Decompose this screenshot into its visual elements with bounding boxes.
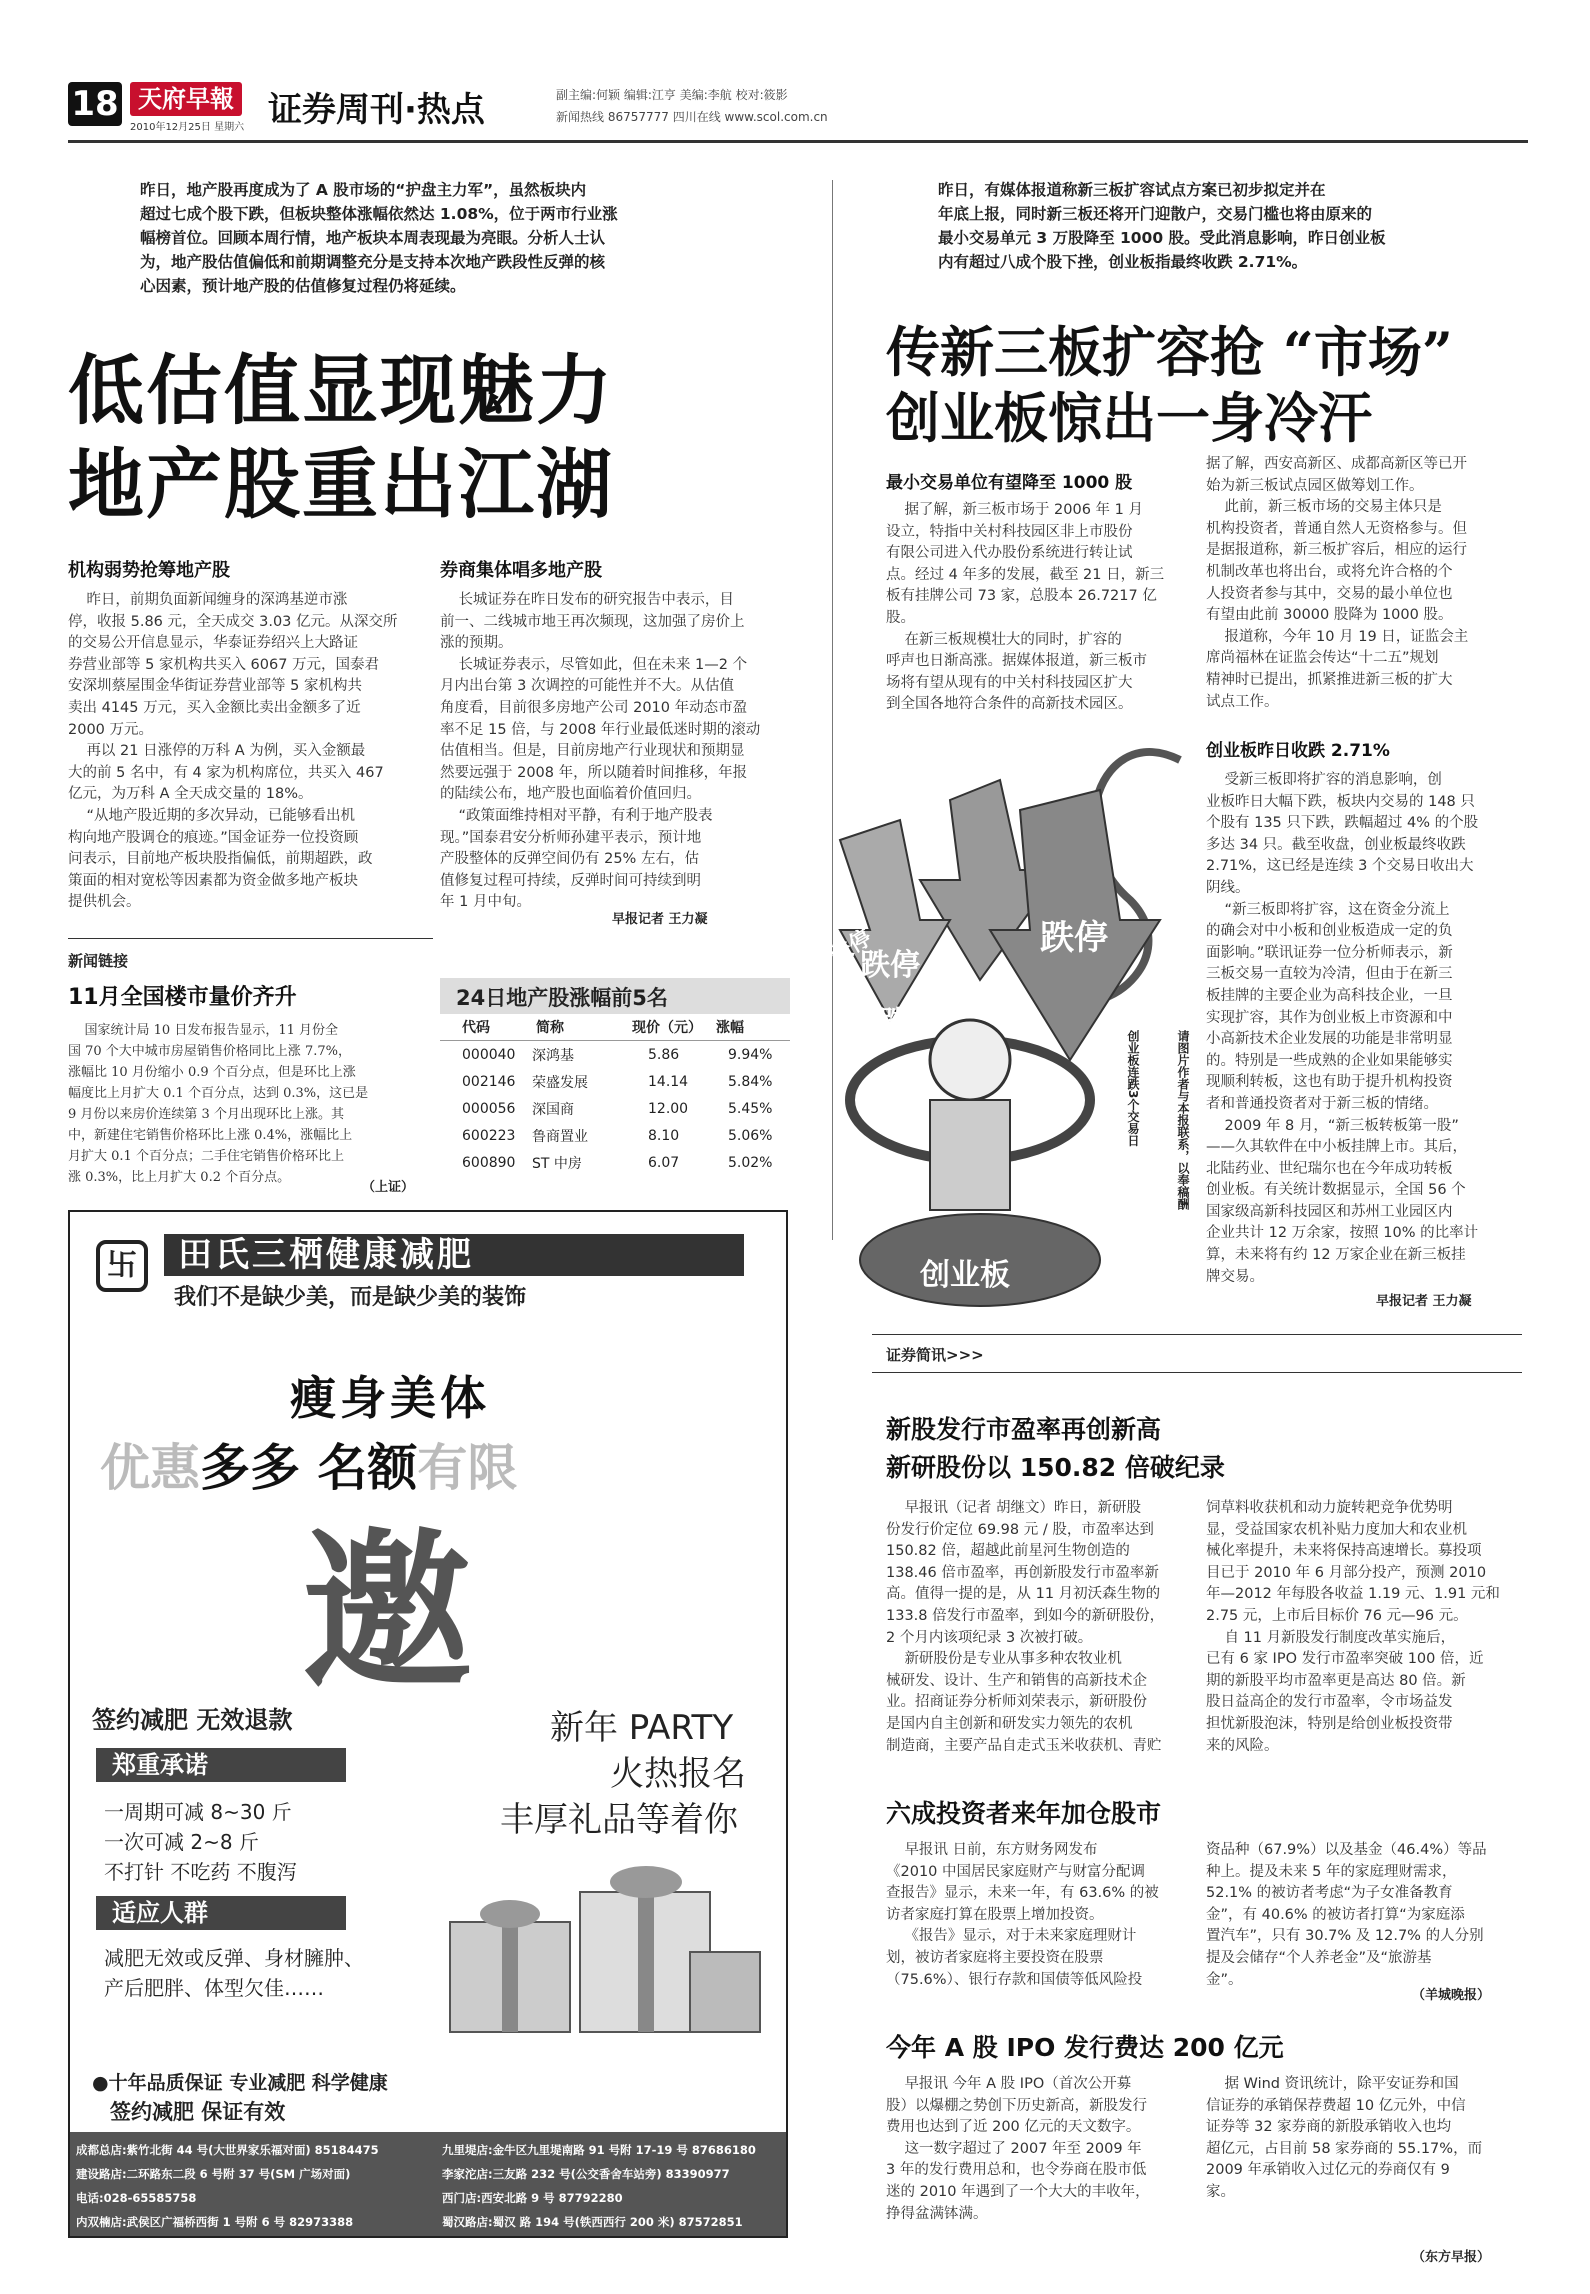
cartoon-label-b: 跌停 bbox=[860, 948, 920, 983]
left-body-2: 长城证券在昨日发布的研究报告中表示，目 前一、二线城市地王再次频现，这加强了房价上 涨的预期。 长城证券表示，尽管如此，但在未来 1—2 个 月内出台第 3 次调控的可能性并不大。从估值 角度看，目前很多房地产公司 2010 年动态市盈 率不足 15 倍，与 2008 年行业最低迷时期的滚动 估值相当。但是，目前房地产行业现状和预期显 然要远强于 2008 年，所以随着时间推移，年报 的陆续公布，地产股也面临着价值回归。 “政策面维持相对平静，有利于地产股表 现。”国泰君安分析师孙建平表示，预计地 产股整体的反弹空间仍有 25% 左右，估 值修复过程可持续，反弹时间可持续到明 年 1 月中旬。 bbox=[440, 592, 761, 911]
addr-line: 西门店:西安北路 9 号 87792280 bbox=[442, 2191, 623, 2205]
news-link-title: 11月全国楼市量价齐升 bbox=[68, 985, 297, 1010]
cell-name: 深鸿基 bbox=[532, 1047, 574, 1064]
table-row bbox=[440, 1041, 790, 1068]
th-price: 现价（元） bbox=[632, 1020, 702, 1036]
right-headline-1: 传新三板扩容抢 “市场” bbox=[886, 320, 1453, 384]
ad-crowd-title: 适应人群 bbox=[96, 1896, 346, 1930]
cell-price: 14.14 bbox=[648, 1073, 689, 1090]
header-rule bbox=[68, 140, 1528, 143]
gift-boxes-image bbox=[430, 1852, 770, 2042]
ad-logo: 卐 bbox=[96, 1240, 148, 1292]
addr-line: 内双楠店:武侯区广福桥西街 1 号附 6 号 82973388 bbox=[76, 2215, 354, 2229]
ad-big-char: 邀 bbox=[302, 1512, 473, 1712]
addr-line: 李家沱店:三友路 232 号(公交香舍车站旁) 83390977 bbox=[442, 2167, 730, 2181]
news2-body-left: 早报讯 日前，东方财务网发布 《2010 中国居民家庭财产与财富分配调 查报告》显示，未来一年，有 63.6% 的被 访者家庭打算在股票上增加投资。 《报告》显示，对于未来家庭理财计 划，被访者家庭将主要投资在股票 （75.6%）、银行存款和国债等低风险投 bbox=[886, 1842, 1159, 1988]
news3-body-left: 早报讯 今年 A 股 IPO（首次公开募 股）以爆棚之势创下历史新高，新股发行 费用也达到了近 200 亿元的天文数字。 这一数字超过了 2007 年至 2009 年 3 年的发行费用总和，也令券商在股市低 迷的 2010 年遇到了一个大大的丰收年， 挣得盆满钵满。 bbox=[886, 2076, 1150, 2222]
ad-line2-d: 有限 bbox=[417, 1439, 518, 1497]
table-row bbox=[440, 1122, 790, 1149]
left-sub-1: 机构弱势抢筹地产股 bbox=[68, 560, 230, 581]
ad-promise-2: 一次可减 2~8 斤 bbox=[104, 1830, 259, 1854]
cell-change: 5.06% bbox=[728, 1127, 773, 1144]
cell-change: 5.02% bbox=[728, 1154, 773, 1171]
gainers-table bbox=[440, 978, 790, 1176]
table-row bbox=[440, 1095, 790, 1122]
ad-crowd-1: 减肥无效或反弹、身材臃肿、 bbox=[104, 1946, 364, 1970]
right-sub-2: 创业板昨日收跌 2.71% bbox=[1206, 741, 1390, 761]
page-number: 18 bbox=[68, 82, 122, 126]
cell-change: 9.94% bbox=[728, 1046, 773, 1063]
news3-source: （东方早报） bbox=[1412, 2250, 1491, 2265]
ad-line2-b: 多多 bbox=[200, 1439, 300, 1497]
left-byline: 早报记者 王力凝 bbox=[612, 912, 708, 927]
issue-date: 2010年12月25日 星期六 bbox=[130, 122, 245, 133]
cell-code: 600223 bbox=[462, 1127, 516, 1144]
news2-body-right: 资品种（67.9%）以及基金（46.4%）等品 种上。提及未来 5 年的家庭理财需求， 52.1% 的被访者考虑“为子女准备教育 金”，有 40.6% 的被访者打算“为家庭添 置汽车”，只有 30.7% 及 12.7% 的人分别 提及会储存“个人养老金”及“旅游基 金”。 bbox=[1206, 1842, 1487, 1988]
news1-body-right: 饲草料收获机和动力旋转耙竞争优势明 显，受益国家农机补贴力度加大和农业机 械化率提升，未来将保持高速增长。募投项 目已于 2010 年 6 月部分投产，预测 2010 年—2012 年每股各收益 1.19 元、1.91 元和 2.75 元，上市后目标价 76 元—96 元。 自 11 月新股发行制度改革实施后， 已有 6 家 IPO 发行市盈率突破 100 倍，近 期的新股平均市盈率更是高达 80 倍。新 股日益高企的发行市盈率，令市场益发 担忧新股泡沫，特别是给创业板投资带 来的风险。 bbox=[1206, 1500, 1500, 1754]
ad-line2-c: 名额 bbox=[317, 1439, 418, 1497]
table-row bbox=[440, 1068, 790, 1095]
ad-promise-3: 不打针 不吃药 不腹泻 bbox=[104, 1860, 297, 1884]
addr-line: 电话:028-65585758 bbox=[76, 2191, 197, 2205]
cell-name: 深国商 bbox=[532, 1101, 574, 1118]
ad-line2 bbox=[100, 1428, 517, 1500]
brief-rule bbox=[872, 1334, 1522, 1335]
cell-name: 鲁商置业 bbox=[532, 1128, 588, 1145]
cell-change: 5.84% bbox=[728, 1073, 773, 1090]
cell-code: 600890 bbox=[462, 1154, 516, 1171]
left-sub-2: 券商集体唱多地产股 bbox=[440, 560, 602, 581]
right-headline-2: 创业板惊出一身冷汗 bbox=[886, 386, 1372, 450]
news1-title-2: 新研股份以 150.82 倍破纪录 bbox=[886, 1453, 1225, 1482]
hotline-line: 新闻热线 86757777 四川在线 www.scol.com.cn bbox=[556, 110, 828, 124]
news3-title: 今年 A 股 IPO 发行费达 200 亿元 bbox=[886, 2033, 1284, 2062]
cell-code: 002146 bbox=[462, 1073, 516, 1090]
addr-line: 九里堤店:金牛区九里堤南路 91 号附 17-19 号 87686180 bbox=[442, 2143, 756, 2157]
ad-contract-2: 签约减肥 保证有效 bbox=[110, 2100, 286, 2124]
ad-contract: 签约减肥 无效退款 bbox=[92, 1706, 293, 1734]
ad-promise-1: 一周期可减 8~30 斤 bbox=[104, 1800, 292, 1824]
ad-address-bar bbox=[70, 2132, 786, 2238]
ad-slogan: 我们不是缺少美，而是缺少美的装饰 bbox=[174, 1285, 527, 1310]
news2-title: 六成投资者来年加仓股市 bbox=[886, 1799, 1162, 1828]
news-link-source: （上证） bbox=[362, 1180, 415, 1195]
ad-party-2: 火热报名 bbox=[610, 1754, 746, 1794]
left-body-1: 昨日，前期负面新闻缠身的深鸿基逆市涨 停，收报 5.86 元，全天成交 3.03 亿元。从深交所 的交易公开信息显示，华泰证券绍兴上大路证 券营业部等 5 家机构共买入 6067 万元，国泰君 安深圳蔡屋围金华街证券营业部等 5 家机构共 卖出 4145 万元，买入金额比卖出金额多了近 2000 万元。 再以 21 日涨停的万科 A 为例，买入金额最 大的前 5 名中，有 4 家为机构席位，共买入 467 亿元，为万科 A 全天成交量的 18%。 “从地产股近期的多次异动，已能够看出机 构向地产股调仓的痕迹。”国金证券一位投资顾 问表示，目前地产板块股指偏低，前期超跌，政 策面的相对宽松等因素都为资金做多地产板块 提供机会。 bbox=[68, 592, 398, 911]
left-headline-2: 地产股重出江湖 bbox=[68, 440, 614, 529]
cartoon-illustration bbox=[800, 720, 1200, 1320]
right-lead: 昨日，有媒体报道称新三板扩容试点方案已初步拟定并在 年底上报，同时新三板还将开门迎散户，交易门槛也将由原来的 最小交易单元 3 万股降至 1000 股。受此消息影响，昨日创业板 内有超过八成个股下挫，创业板指最终收跌 2.71%。 bbox=[938, 181, 1386, 271]
right-byline: 早报记者 王力凝 bbox=[1376, 1294, 1472, 1309]
left-lead: 昨日，地产股再度成为了 A 股市场的“护盘主力军”，虽然板块内 超过七成个股下跌，但板块整体涨幅依然达 1.08%，位于两市行业涨 幅榜首位。回顾本周行情，地产板块本周表现最为亮眼。分析人士认 为，地产股估值偏低和前期调整充分是支持本次地产跌段性反弹的核 心因素，预计地产股的估值修复过程仍将延续。 bbox=[140, 181, 618, 295]
cell-price: 5.86 bbox=[648, 1046, 680, 1063]
addr-line: 建设路店:二环路东二段 6 号附 37 号(SM 广场对面) bbox=[76, 2167, 351, 2181]
addr-line: 成都总店:紫竹北街 44 号(大世界家乐福对面) 85184475 bbox=[76, 2143, 379, 2157]
cell-price: 12.00 bbox=[648, 1100, 689, 1117]
cartoon-label-c: 跌停 bbox=[880, 1006, 933, 1036]
addr-left bbox=[76, 2138, 436, 2234]
brief-rule-2 bbox=[872, 1372, 1522, 1373]
cell-change: 5.45% bbox=[728, 1100, 773, 1117]
masthead-logo: 天府早報 bbox=[130, 82, 242, 116]
table-header bbox=[440, 1014, 790, 1041]
cell-name: ST 中房 bbox=[532, 1155, 582, 1172]
cartoon-base-label: 创业板 bbox=[920, 1258, 1010, 1293]
left-headline-1: 低估值显现魅力 bbox=[68, 346, 614, 435]
ad-party-1: 新年 PARTY bbox=[550, 1708, 734, 1748]
news-link-body: 国家统计局 10 日发布报告显示，11 月份全 国 70 个大中城市房屋销售价格同比上涨 7.7%， 涨幅比 10 月份缩小 0.9 个百分点，但是环比上涨 幅度比上月扩大 0.1 个百分点，达到 0.3%，这已是 9 月份以来房价连续第 3 个月出现环比上涨。其 中，新建住宅销售价格环比上涨 0.4%，涨幅比上 月扩大 0.1 个百分点；二手住宅销售价格环比上 涨 0.3%，比上月扩大 0.2 个百分点。 bbox=[68, 1023, 369, 1185]
left-divider bbox=[68, 938, 433, 939]
ad-party-3: 丰厚礼品等着你 bbox=[500, 1800, 738, 1840]
cartoon-caption: 创业板连跌3个交易日 bbox=[1126, 1030, 1140, 1147]
news3-body-right: 据 Wind 资讯统计，除平安证券和国 信证券的承销保荐费超 10 亿元外，中信 证券等 32 家券商的新股承销收入也均 超亿元，占目前 58 家券商的 55.17%，而 2009 年承销收入过亿元的券商仅有 9 家。 bbox=[1206, 2076, 1483, 2200]
news2-source: （羊城晚报） bbox=[1412, 1988, 1491, 2003]
editors-line: 副主编:何颖 编辑:江亨 美编:李航 校对:筱影 bbox=[556, 88, 788, 102]
ad-brand: 田氏三栖健康减肥 bbox=[164, 1234, 744, 1276]
ad-crowd-2: 产后肥胖、体型欠佳…… bbox=[104, 1976, 324, 2000]
right-body-1: 据了解，新三板市场于 2006 年 1 月 设立，特指中关村科技园区非上市股份 有限公司进入代办股份系统进行转让试 点。经过 4 年多的发展，截至 21 日，新三 板有挂牌公司 73 家，总股本 26.7217 亿 股。 在新三板规模壮大的同时，扩容的 呼声也日渐高涨。据媒体报道，新三板市 场将有望从现有的中关村科技园区扩大 到全国各地符合条件的高新技术园区。 bbox=[886, 502, 1165, 713]
addr-right bbox=[442, 2138, 782, 2234]
news1-body-left: 早报讯（记者 胡继文）昨日，新研股 份发行价定位 69.98 元 / 股，市盈率达到 150.82 倍，超越此前星河生物创造的 138.46 倍市盈率，再创新股发行市盈率新 高。值得一提的是，从 11 月初沃森生物的 133.8 倍发行市盈率，到如今的新研股份， 2 个月内该项纪录 3 次被打破。 新研股份是专业从事多种农牧业机 械研发、设计、生产和销售的高新技术企 业。招商证券分析师刘荣表示，新研股份 是国内自主创新和研发实力领先的农机 制造商，主要产品自走式玉米收获机、青贮 bbox=[886, 1500, 1165, 1754]
right-body-3: 受新三板即将扩容的消息影响，创 业板昨日大幅下跌，板块内交易的 148 只 个股有 135 只下跌，跌幅超过 4% 的个股 多达 34 只。截至收盘，创业板最终收跌 2.71%，这已经是连续 3 个交易日收出大 阴线。 “新三板即将扩容，这在资金分流上 的确会对中小板和创业板造成一定的负 面影响。”联讯证券一位分析师表示，新 三板交易一直较为冷清，但由于在新三 板挂牌的主要企业为高科技企业，一旦 实现扩容，其作为创业板上市资源和中 小高新技术企业发展的功能是非常明显 的。特别是一些成熟的企业如果能够实 现顺利转板，这也有助于提升机构投资 者和普通投资者对于新三板的情绪。 2009 年 8 月，“新三板转板第一股” ——久其软件在中小板挂牌上市。其后， 北陆药业、世纪瑞尔也在今年成功转板 创业板。有关统计数据显示，全国 56 个 国家级高新科技园区和苏州工业园区内 企业共计 12 万余家，按照 10% 的比率计 算，未来将有约 12 万家企业在新三板挂 牌交易。 bbox=[1206, 772, 1479, 1285]
cartoon-credit: 请图片作者与本报联系，以奉稿酬 bbox=[1176, 1030, 1190, 1210]
table-title: 24日地产股涨幅前5名 bbox=[440, 978, 790, 1014]
ad-quality: ●十年品质保证 专业减肥 科学健康 bbox=[92, 2072, 388, 2094]
addr-line: 蜀汉路店:蜀汉 路 194 号(铁西西行 200 米) 87572851 bbox=[442, 2215, 743, 2229]
table-row bbox=[440, 1149, 790, 1176]
cell-name: 荣盛发展 bbox=[532, 1074, 588, 1091]
cell-price: 6.07 bbox=[648, 1154, 680, 1171]
th-change: 涨幅 bbox=[716, 1020, 744, 1036]
th-name: 简称 bbox=[536, 1020, 564, 1036]
cartoon-label-d: 跌停 bbox=[1040, 918, 1108, 958]
cell-code: 000056 bbox=[462, 1100, 516, 1117]
cartoon-label-a: 跌停 bbox=[825, 925, 877, 970]
ad-promise-title: 郑重承诺 bbox=[96, 1748, 346, 1782]
right-body-2: 据了解，西安高新区、成都高新区等已开 始为新三板试点园区做筹划工作。 此前，新三板市场的交易主体只是 机构投资者，普通自然人无资格参与。但 是据报道称，新三板扩容后，相应的运行 机制改革也将出台，或将允许合格的个 人投资者参与其中，交易的最小单位也 有望由此前 30000 股降为 1000 股。 报道称，今年 10 月 19 日，证监会主 席尚福林在证监会传达“十二五”规划 精神时已提出，抓紧推进新三板的扩大 试点工作。 bbox=[1206, 456, 1469, 710]
page-header bbox=[68, 78, 1528, 140]
brief-label: 证券简讯>>> bbox=[886, 1346, 984, 1364]
th-code: 代码 bbox=[462, 1020, 490, 1036]
news-link-label: 新闻链接 bbox=[68, 952, 129, 970]
ad-box bbox=[68, 1210, 788, 2238]
ad-line1: 瘦身美体 bbox=[290, 1371, 490, 1425]
section-title: 证券周刊·热点 bbox=[268, 90, 485, 130]
cell-price: 8.10 bbox=[648, 1127, 680, 1144]
news1-title-1: 新股发行市盈率再创新高 bbox=[886, 1415, 1162, 1444]
ad-line2-a: 优惠 bbox=[100, 1439, 200, 1497]
right-sub-1: 最小交易单位有望降至 1000 股 bbox=[886, 473, 1133, 493]
cell-code: 000040 bbox=[462, 1046, 516, 1063]
